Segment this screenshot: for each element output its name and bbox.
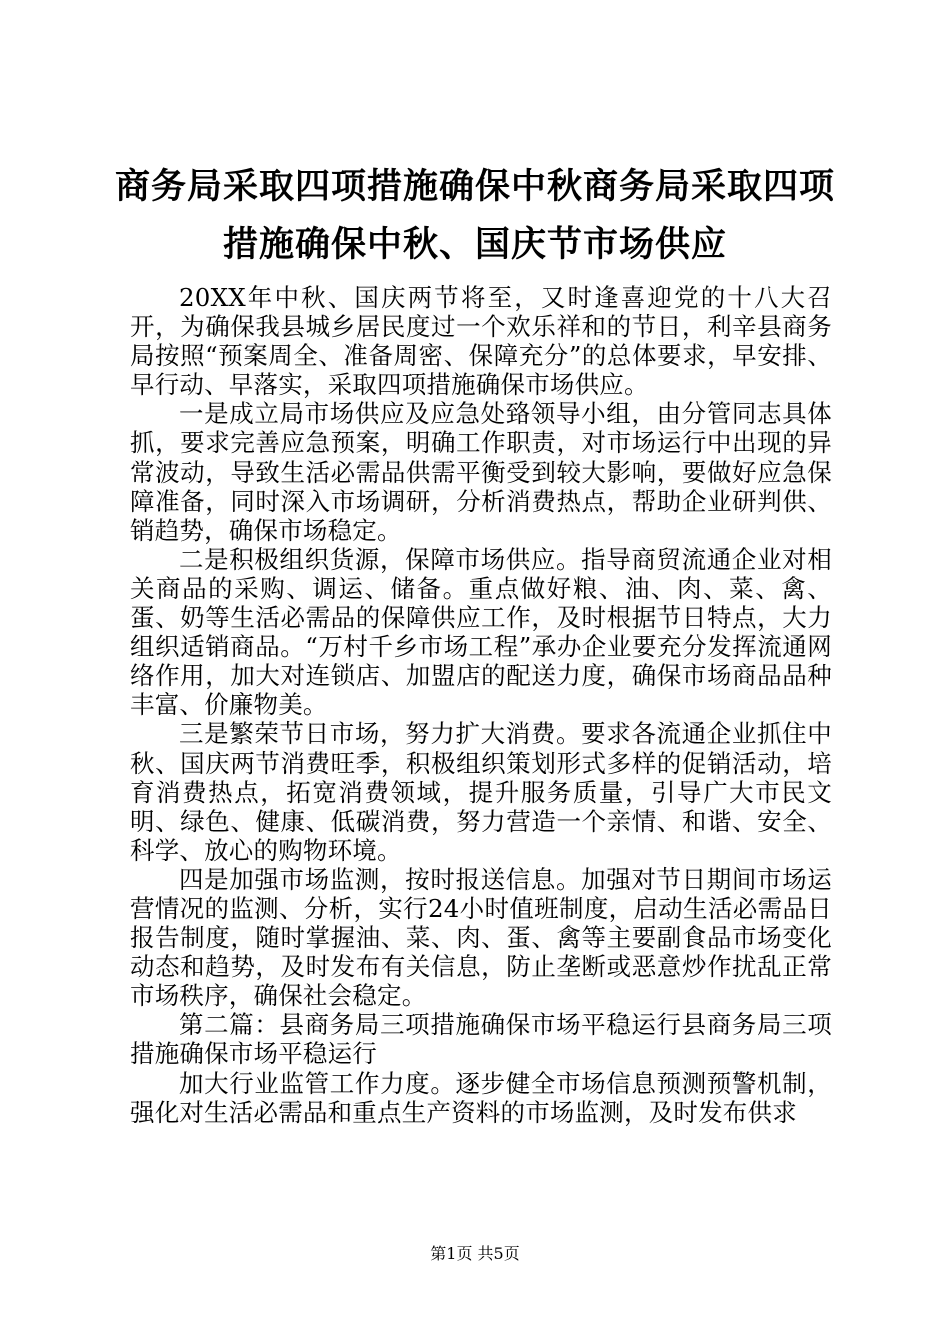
title-line-1: 商务局采取四项措施确保中秋商务局采取四项 bbox=[114, 167, 835, 207]
document-body bbox=[130, 283, 832, 1127]
paragraph-measure-1: 一是成立局市场供应及应急处臵领导小组，由分管同志具体抓，要求完善应急预案，明确工作职责，对市场运行中出现的异常波动，导致生活必需品供需平衡受到较大影响，要做好应急保障准备，同时深入市场调研，分析消费热点，帮助企业研判供、销趋势，确保市场稳定。 bbox=[130, 399, 832, 545]
paragraph-measure-4: 四是加强市场监测，按时报送信息。加强对节日期间市场运营情况的监测、分析，实行24小时值班制度，启动生活必需品日报告制度，随时掌握油、菜、肉、蛋、禽等主要副食品市场变化动态和趋势，及时发布有关信息，防止垄断或恶意炒作扰乱正常市场秩序，确保社会稳定。 bbox=[130, 864, 832, 1011]
paragraph-measure-2: 二是积极组织货源，保障市场供应。指导商贸流通企业对相关商品的采购、调运、储备。重点做好粮、油、肉、菜、禽、蛋、奶等生活必需品的保障供应工作，及时根据节日特点，大力组织适销商品。“万村千乡市场工程”承办企业要充分发挥流通网络作用，加大对连锁店、加盟店的配送力度，确保市场商品品种丰富、价廉物美。 bbox=[130, 544, 832, 720]
section-heading-part-2: 第二篇：县商务局三项措施确保市场平稳运行县商务局三项措施确保市场平稳运行 bbox=[130, 1010, 832, 1069]
paragraph-part-2-body: 加大行业监管工作力度。逐步健全市场信息预测预警机制，强化对生活必需品和重点生产资料的市场监测，及时发布供求 bbox=[130, 1068, 832, 1127]
title-line-2: 措施确保中秋、国庆节市场供应 bbox=[222, 225, 727, 265]
paragraph-measure-3: 三是繁荣节日市场，努力扩大消费。要求各流通企业抓住中秋、国庆两节消费旺季，积极组织策划形式多样的促销活动，培育消费热点，拓宽消费领域，提升服务质量，引导广大市民文明、绿色、健康、低碳消费，努力营造一个亲情、和谐、安全、科学、放心的购物环境。 bbox=[130, 719, 832, 865]
page-footer: 第1页 共5页 bbox=[430, 1244, 520, 1263]
paragraph-intro: 20XX年中秋、国庆两节将至，又时逢喜迎党的十八大召开，为确保我县城乡居民度过一个欢乐祥和的节日，利辛县商务局按照“预案周全、准备周密、保障充分”的总体要求，早安排、早行动、早落实，采取四项措施确保市场供应。 bbox=[130, 283, 832, 400]
document-title bbox=[110, 158, 840, 274]
